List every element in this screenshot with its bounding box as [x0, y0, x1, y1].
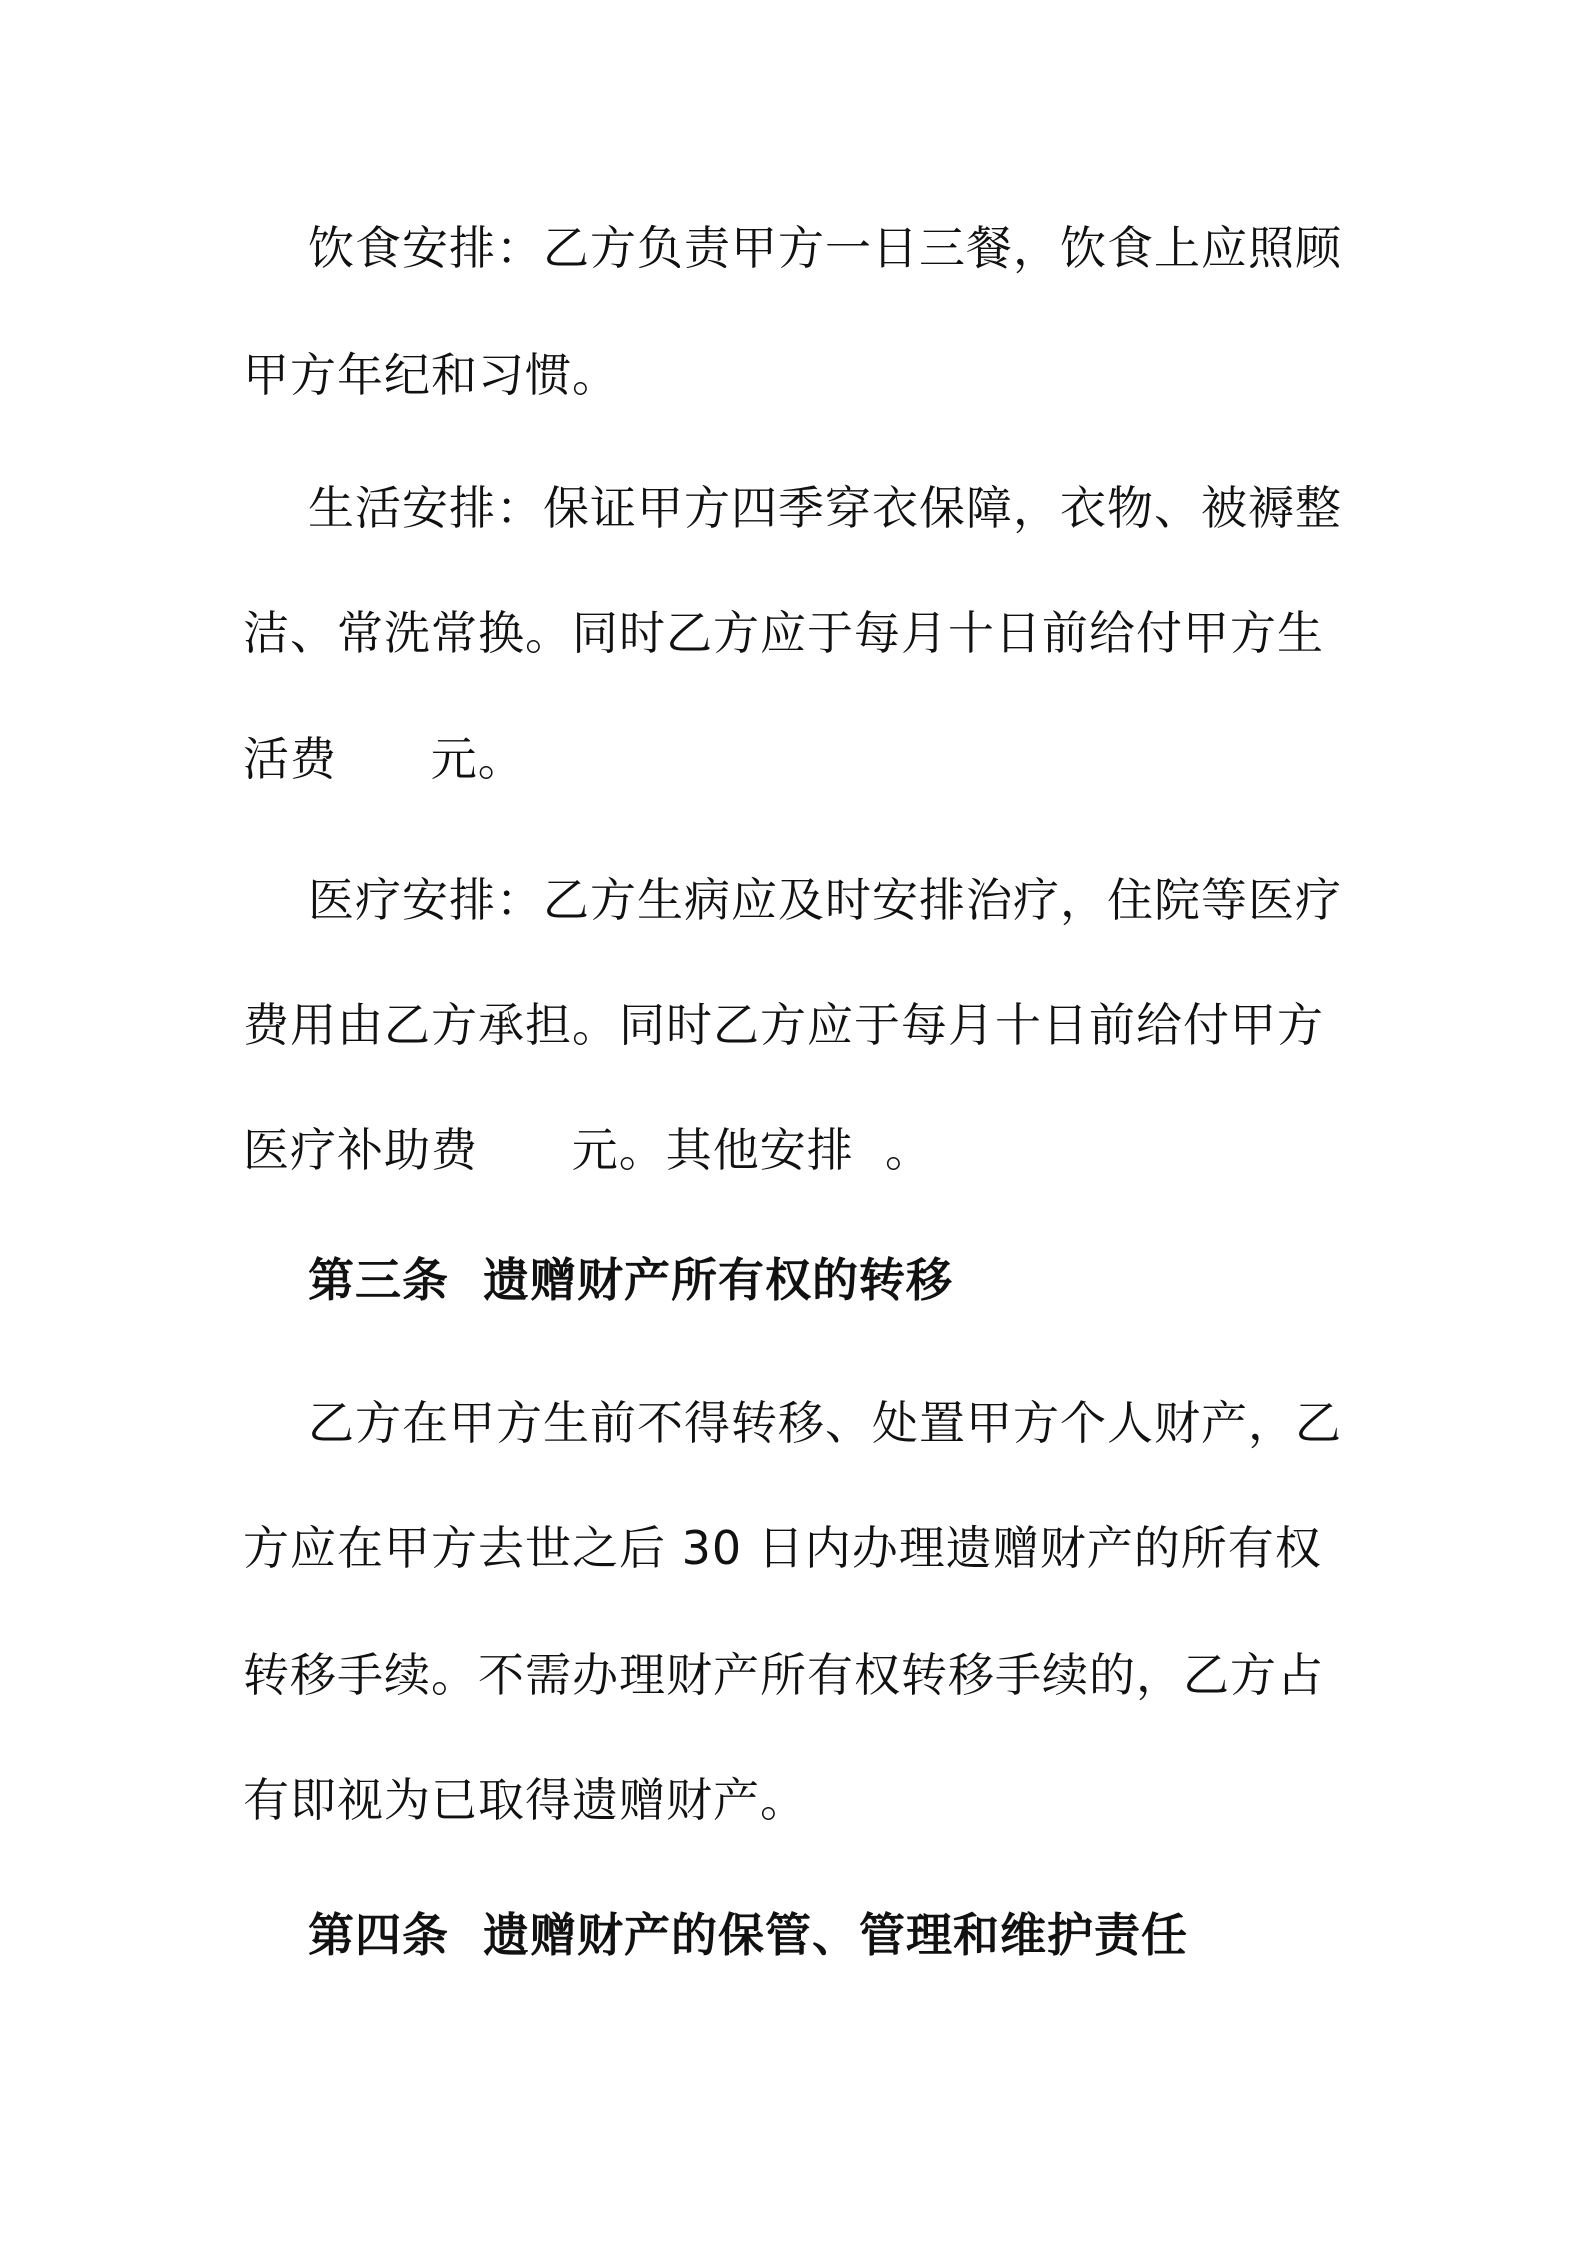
paragraph-living-line-2: 洁、常洗常换。同时乙方应于每月十日前给付甲方生	[243, 606, 1324, 660]
paragraph-diet-line-2: 甲方年纪和习惯。	[243, 348, 619, 402]
paragraph-living-line-3: 活费 元。	[243, 732, 525, 786]
section-heading-article-4: 第四条 遗赠财产的保管、管理和维护责任	[308, 1908, 1189, 1962]
section-heading-article-3: 第三条 遗赠财产所有权的转移	[308, 1253, 954, 1307]
paragraph-medical-line-2: 费用由乙方承担。同时乙方应于每月十日前给付甲方	[243, 998, 1324, 1052]
paragraph-transfer-line-3: 转移手续。不需办理财产所有权转移手续的，乙方占	[243, 1648, 1324, 1702]
paragraph-transfer-line-4: 有即视为已取得遗赠财产。	[243, 1773, 807, 1827]
paragraph-living-line-1: 生活安排：保证甲方四季穿衣保障，衣物、被褥整	[308, 481, 1342, 535]
paragraph-medical-line-3: 医疗补助费 元。其他安排 。	[243, 1123, 932, 1177]
paragraph-transfer-line-2: 方应在甲方去世之后 30 日内办理遗赠财产的所有权	[243, 1521, 1322, 1575]
paragraph-diet-line-1: 饮食安排：乙方负责甲方一日三餐，饮食上应照顾	[308, 221, 1342, 275]
paragraph-transfer-line-1: 乙方在甲方生前不得转移、处置甲方个人财产，乙	[308, 1396, 1342, 1450]
paragraph-medical-line-1: 医疗安排：乙方生病应及时安排治疗，住院等医疗	[308, 873, 1342, 927]
